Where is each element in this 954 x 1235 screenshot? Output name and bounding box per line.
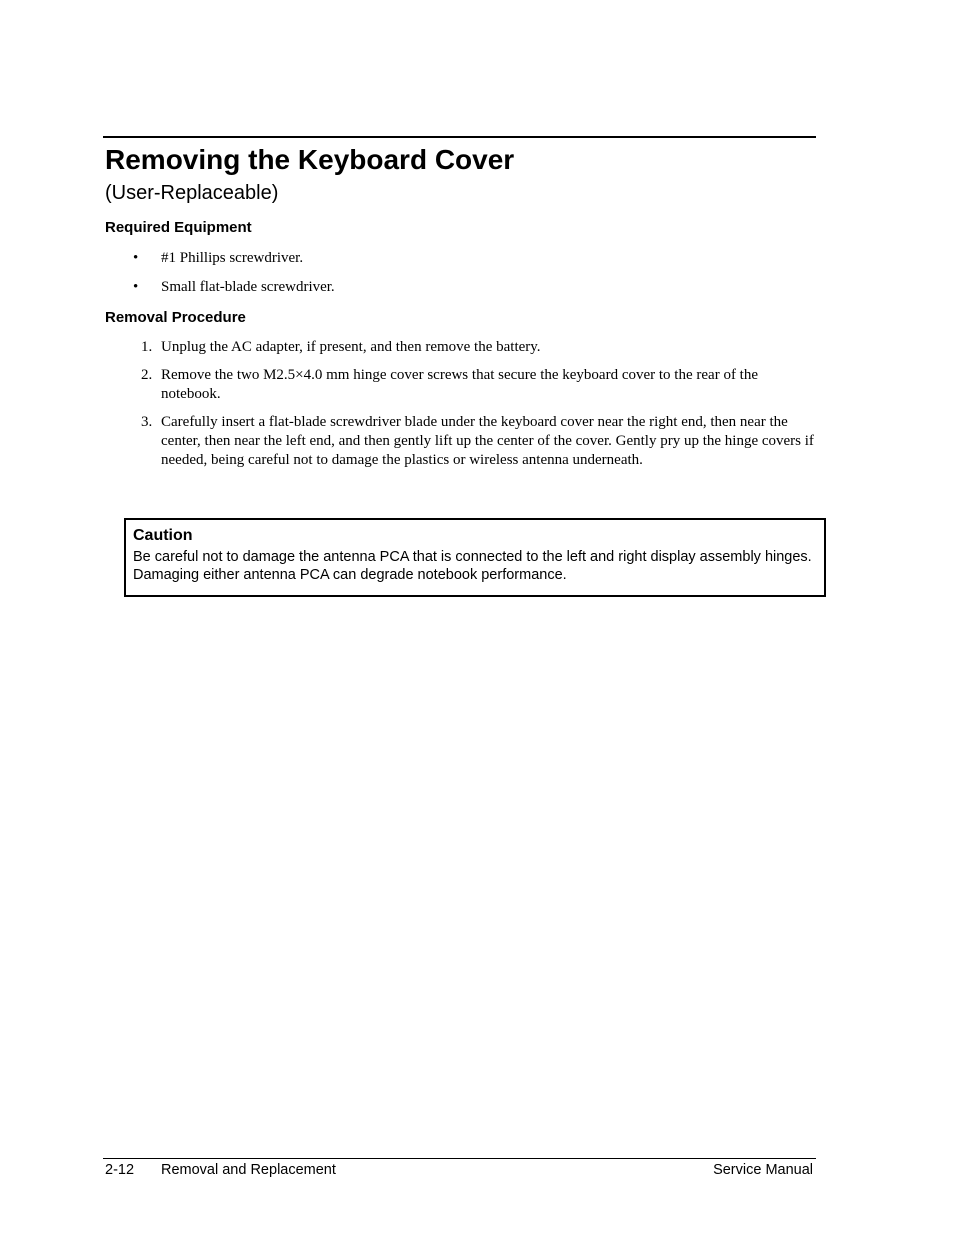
equipment-text: #1 Phillips screwdriver. [161,250,304,266]
step-number: 3. [141,414,153,430]
footer-document-title: Service Manual [713,1162,813,1178]
footer-page-number: 2-12 [105,1162,135,1178]
step-number: 1. [141,339,153,355]
removal-steps-list [105,338,815,479]
required-equipment-list [105,249,815,307]
page-title: Removing the Keyboard Cover [105,144,515,175]
page-subtitle: (User-Replaceable) [105,182,279,204]
step-text: Unplug the AC adapter, if present, and then remove the battery. [161,339,541,355]
list-item [105,338,815,357]
equipment-text: Small flat-blade screwdriver. [161,279,335,295]
footer-section-title: Removal and Replacement [161,1162,336,1178]
caution-text: Be careful not to damage the antenna PCA that is connected to the left and right display assembly hinges. Damaging either antenna PCA can degrade notebook performance. [133,549,812,583]
removal-procedure-heading: Removal Procedure [105,309,246,326]
bullet-icon: • [133,279,139,295]
caution-box [124,518,826,597]
list-item [105,413,815,470]
list-item [105,366,815,404]
step-text: Remove the two M2.5×4.0 mm hinge cover screws that secure the keyboard cover to the rear of the notebook. [161,367,759,402]
step-text: Carefully insert a flat-blade screwdriver blade under the keyboard cover near the right end, then near the center, then near the left end, and then gently lift up the center of the cover. Gently pry up the hinge covers if needed, being careful not to damage the plastics or wireless antenna underneath. [161,414,814,468]
caution-title: Caution [133,527,193,544]
list-item [105,249,815,268]
header-rule [103,136,816,138]
required-equipment-heading: Required Equipment [105,219,252,236]
step-number: 2. [141,367,153,383]
list-item [105,278,815,297]
footer-rule [103,1158,816,1159]
bullet-icon: • [133,250,139,266]
